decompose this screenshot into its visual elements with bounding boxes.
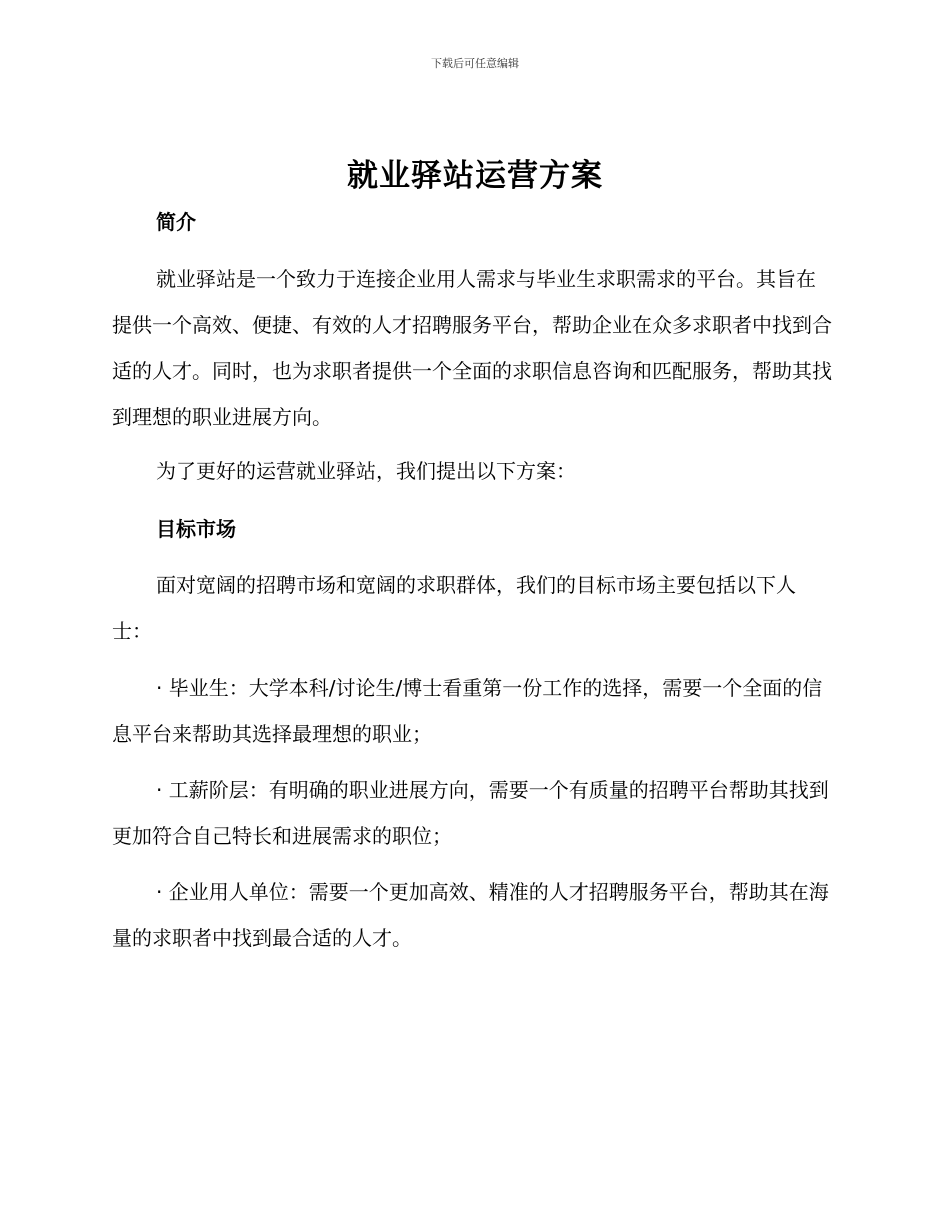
market-paragraph: 面对宽阔的招聘市场和宽阔的求职群体，我们的目标市场主要包括以下人士： [112,573,796,643]
document-title: 就业驿站运营方案 [347,158,603,194]
list-item: · 企业用人单位：需要一个更加高效、精准的人才招聘服务平台，帮助其在海量的求职者中找到最合适的人才。 [112,880,829,950]
section-heading-target-market: 目标市场 [156,517,236,541]
intro-paragraph-2: 为了更好的运营就业驿站，我们提出以下方案： [156,459,576,483]
list-item: · 毕业生：大学本科/讨论生/博士看重第一份工作的选择，需要一个全面的信息平台来帮助其选择最理想的职业； [112,676,823,746]
section-heading-intro: 简介 [156,210,196,234]
list-item: · 工薪阶层：有明确的职业进展方向，需要一个有质量的招聘平台帮助其找到更加符合自己特长和进展需求的职位； [112,778,829,848]
header-note: 下载后可任意编辑 [431,57,519,70]
intro-paragraph-1: 就业驿站是一个致力于连接企业用人需求与毕业生求职需求的平台。其旨在提供一个高效、便捷、有效的人才招聘服务平台，帮助企业在众多求职者中找到合适的人才。同时，也为求职者提供一个全面的求职信息咨询和匹配服务，帮助其找到理想的职业进展方向。 [112,267,832,429]
